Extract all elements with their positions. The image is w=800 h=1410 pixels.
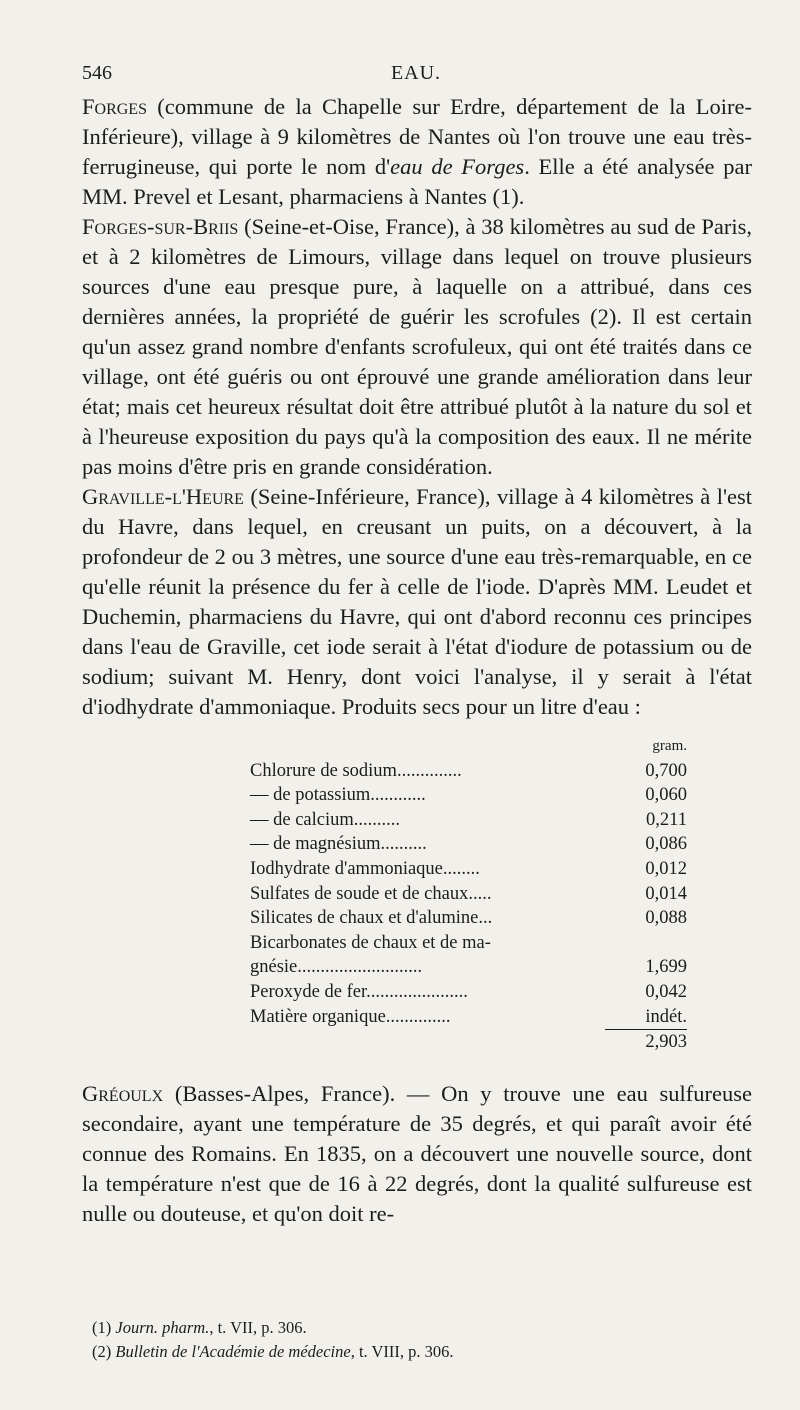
component-value: 0,700	[645, 760, 687, 781]
component-value: 0,086	[645, 834, 687, 855]
table-row	[250, 906, 687, 931]
component-value: 0,211	[646, 809, 687, 830]
component-value: 0,012	[645, 858, 687, 879]
table-row	[250, 931, 687, 956]
table-row	[250, 955, 687, 980]
footnote-source: Bulletin de l'Académie de médecine	[115, 1342, 351, 1361]
running-title: EAU.	[390, 62, 442, 84]
component-name: Silicates de chaux et d'alumine...	[250, 908, 493, 929]
table-row	[250, 857, 687, 882]
total-row	[250, 1030, 687, 1055]
entry-greoulx	[82, 1079, 752, 1229]
component-name: gnésie...........................	[250, 957, 423, 978]
analysis-table	[250, 734, 687, 1055]
footnote-ref: , t. VII, p. 306.	[209, 1318, 307, 1337]
entry-text: (Seine-et-Oise, France), à 38 kilomètres au sud de Paris, et à 2 kilomètres de Limours, village dans lequel on trouve plusieurs sources d'une eau presque pure, à laquelle on a attribué, dans ces dernières années, la propriété de guérir les scrofules (2). Il est certain qu'un assez grand nombre d'enfants scrofuleux, qui ont été traités dans ce village, ont été guéris ou ont éprouvé une grande amélioration dans leur état; mais cet heureux résultat doit être attribué plutôt à la nature du sol et à l'heureuse exposition du pays qu'à la composition des eaux. Il ne mérite pas moins d'être pris en grande considération.	[82, 214, 752, 479]
entry-name: Forges-sur-Briis	[82, 214, 239, 239]
unit-row	[250, 734, 687, 759]
entry-forges	[82, 92, 752, 212]
table-row	[250, 808, 687, 833]
table-row	[250, 980, 687, 1005]
component-name: Peroxyde de fer......................	[250, 981, 468, 1002]
table-row	[250, 1005, 687, 1030]
footnote-mark: (2)	[92, 1342, 112, 1361]
component-value: indét.	[645, 1006, 687, 1027]
entry-name: Graville-l'Heure	[82, 484, 244, 509]
page-number: 546	[82, 62, 112, 84]
entry-graville	[82, 482, 752, 722]
total-value: 2,903	[605, 1030, 687, 1055]
component-name: Iodhydrate d'ammoniaque........	[250, 858, 480, 879]
table-row	[250, 882, 687, 907]
entry-text: (commune de la Chapelle sur Erdre, département de la Loire-Inférieure), village à 9 kilomètres de Nantes où l'on trouve une eau très-ferrugineuse, qui porte le nom d'	[82, 94, 752, 179]
footnote-ref: , t. VIII, p. 306.	[350, 1342, 454, 1361]
table-row	[250, 783, 687, 808]
component-value	[605, 931, 687, 956]
footnotes	[92, 1316, 732, 1364]
page-body	[82, 92, 752, 1229]
component-value: 0,042	[645, 981, 687, 1002]
unit-label: gram.	[652, 738, 687, 754]
component-name: — de calcium..........	[250, 809, 401, 830]
entry-text: (Basses-Alpes, France). — On y trouve une eau sulfureuse secondaire, ayant une température de 35 degrés, et qui paraît avoir été connue des Romains. En 1835, on a découvert une nouvelle source, dont la température n'est que de 16 à 22 degrés, dont la qualité sulfureuse est nulle ou douteuse, et qu'on doit re-	[82, 1080, 752, 1226]
entry-name: Forges	[82, 94, 147, 119]
component-value: 0,014	[645, 883, 687, 904]
footnote-source: Journ. pharm.	[115, 1318, 210, 1337]
footnote-mark: (1)	[92, 1318, 112, 1337]
component-name: Chlorure de sodium..............	[250, 760, 462, 781]
table-row	[250, 832, 687, 857]
footnote	[92, 1316, 732, 1340]
entry-text-after: . Elle a été analysée par MM. Prevel et Lesant, pharmaciens à Nantes (1).	[82, 154, 752, 209]
entry-italic: eau de Forges	[390, 154, 525, 179]
footnote	[92, 1340, 732, 1364]
entry-text: (Seine-Inférieure, France), village à 4 kilomètres à l'est du Havre, dans lequel, en creusant un puits, on a découvert, à la profondeur de 2 ou 3 mètres, une source d'une eau très-remarquable, en ce qu'elle réunit la présence du fer à celle de l'iode. D'après MM. Leudet et Duchemin, pharmaciens du Havre, qui ont d'abord reconnu ces principes dans l'eau de Graville, cet iode serait à l'état d'iodure de potassium ou de sodium; suivant M. Henry, dont voici l'analyse, il y serait à l'état d'iodhydrate d'ammoniaque. Produits secs pour un litre d'eau :	[82, 484, 752, 719]
table-row	[250, 759, 687, 784]
component-name: — de potassium............	[250, 785, 426, 806]
component-name: Matière organique..............	[250, 1007, 451, 1028]
component-value: 0,088	[645, 908, 687, 929]
component-value: 1,699	[645, 957, 687, 978]
entry-name: Gréoulx	[82, 1080, 164, 1106]
component-name: Bicarbonates de chaux et de ma-	[250, 932, 491, 953]
entry-forges-sur-briis	[82, 212, 752, 482]
component-name: Sulfates de soude et de chaux.....	[250, 883, 492, 904]
component-value: 0,060	[645, 785, 687, 806]
component-name: — de magnésium..........	[250, 834, 427, 855]
